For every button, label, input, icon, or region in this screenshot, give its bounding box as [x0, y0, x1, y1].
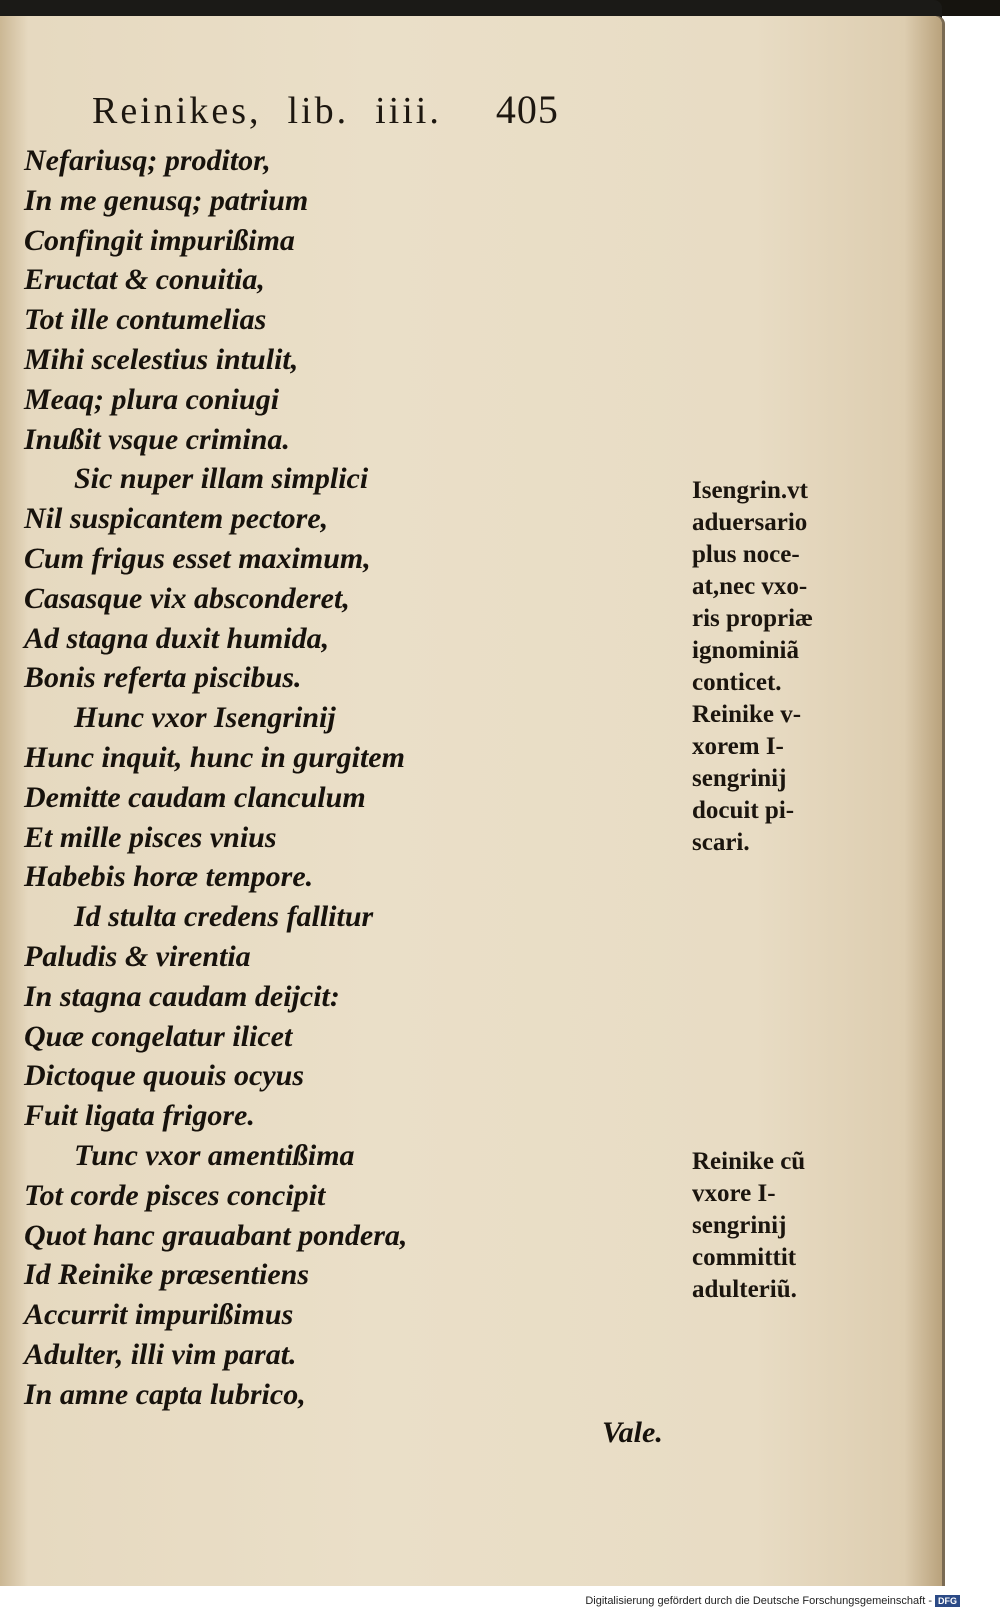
marginal-note-line: conticet. [692, 669, 782, 696]
marginal-note-line: Isengrin.vt [692, 477, 808, 504]
verse-line: Quæ congelatur ilicet [24, 1019, 293, 1053]
verse-line: Demitte caudam clanculum [24, 780, 366, 814]
verse-line: Quot hanc grauabant pondera, [24, 1218, 408, 1252]
verse-line: Habebis horæ tempore. [24, 860, 314, 894]
folio-number: 405 [495, 87, 559, 132]
verse-line: Id stulta credens fallitur [74, 900, 374, 934]
marginal-note-2 [692, 1146, 862, 1306]
marginal-note-line: docuit pi- [692, 797, 795, 824]
running-title: Reinikes, [92, 90, 262, 132]
marginal-note-line: plus noce- [692, 541, 800, 568]
page-header [92, 86, 692, 133]
verse-line: Hunc vxor Isengrinij [74, 701, 336, 735]
verse-line: Dictoque quouis ocyus [24, 1059, 305, 1093]
verse-line: Id Reinike præsentiens [24, 1258, 310, 1292]
marginal-note-line: Reinike v- [692, 701, 802, 728]
verse-line: Tot corde pisces concipit [24, 1178, 326, 1212]
marginal-note-line: ignominiã [692, 637, 799, 664]
catchword: Vale. [602, 1416, 663, 1449]
book-number: iiii. [375, 90, 442, 132]
marginal-note-line: adulteriũ. [692, 1276, 797, 1303]
marginal-note-line: ris propriæ [692, 605, 814, 632]
verse-line: Hunc inquit, hunc in gurgitem [24, 740, 405, 774]
verse-line: In amne capta lubrico, [24, 1377, 306, 1411]
verse-line: Mihi scelestius intulit, [24, 342, 299, 376]
marginal-note-line: Reinike cũ [692, 1148, 806, 1175]
marginal-note-1 [692, 475, 862, 859]
verse-line: Confingit impurißima [24, 223, 295, 257]
verse-line: Tunc vxor amentißima [74, 1138, 355, 1172]
verse-line: Meaq; plura coniugi [24, 382, 280, 416]
book-label: lib. [287, 90, 350, 132]
verse-line: Paludis & virentia [24, 939, 251, 973]
verse-text [24, 141, 664, 1415]
marginal-note-line: at,nec vxo- [692, 573, 808, 600]
marginal-note-line: aduersario [692, 509, 808, 536]
verse-line: In me genusq; patrium [24, 183, 309, 217]
verse-line: Inußit vsque crimina. [24, 422, 290, 456]
digitization-footer [585, 1595, 960, 1607]
verse-line: Adulter, illi vim parat. [24, 1337, 297, 1371]
verse-line: Nil suspicantem pectore, [24, 502, 329, 536]
scanner-top-band [0, 0, 1000, 16]
marginal-note-line: xorem I- [692, 733, 784, 760]
marginal-note-line: vxore I- [692, 1180, 776, 1207]
verse-line: In stagna caudam deijcit: [24, 979, 340, 1013]
verse-line: Bonis referta piscibus. [24, 661, 302, 695]
verse-line: Cum frigus esset maximum, [24, 541, 371, 575]
verse-line: Eructat & conuitia, [24, 263, 265, 297]
verse-line: Ad stagna duxit humida, [24, 621, 330, 655]
book-page [0, 16, 942, 1586]
marginal-note-line: sengrinij [692, 765, 787, 792]
verse-line: Fuit ligata frigore. [24, 1099, 255, 1133]
verse-line: Accurrit impurißimus [24, 1298, 294, 1332]
verse-line: Et mille pisces vnius [24, 820, 277, 854]
dfg-logo: DFG [935, 1595, 960, 1607]
marginal-note-line: scari. [692, 829, 750, 856]
verse-line: Sic nuper illam simplici [74, 462, 369, 496]
verse-line: Nefariusq; proditor, [24, 144, 271, 177]
marginal-note-line: sengrinij [692, 1212, 787, 1239]
verse-line: Casasque vix absconderet, [24, 581, 350, 615]
marginal-note-line: committit [692, 1244, 797, 1271]
verse-line: Tot ille contumelias [24, 303, 267, 337]
footer-credit: Digitalisierung gefördert durch die Deutsche Forschungsgemeinschaft - [585, 1595, 932, 1607]
